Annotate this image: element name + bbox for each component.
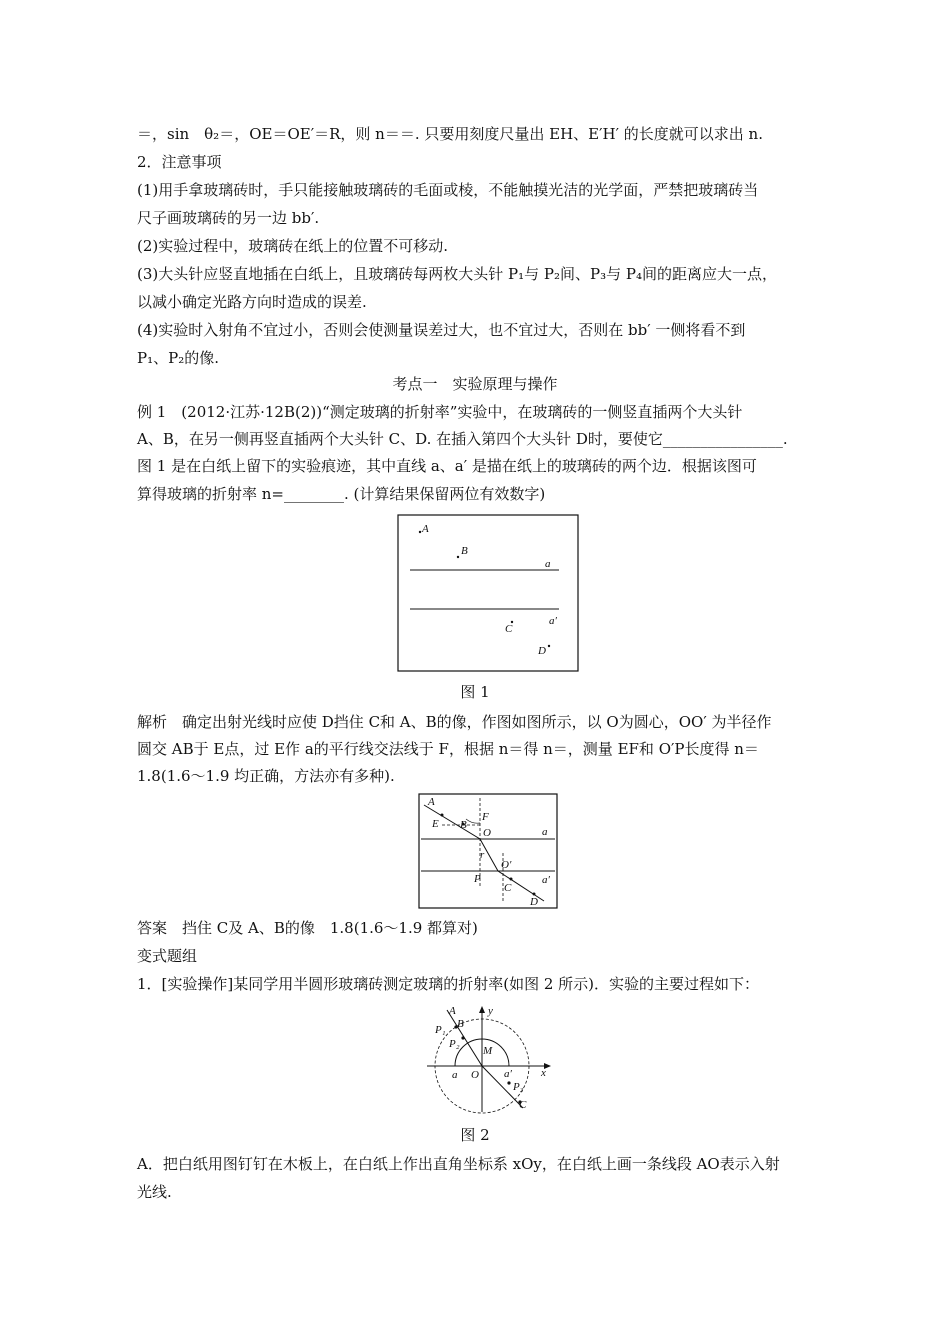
solution-figure (418, 793, 558, 909)
text-line: 以减小确定光路方向时造成的误差. (137, 293, 367, 311)
heading: 考点一 实验原理与操作 (392, 375, 558, 393)
label-O: O (483, 827, 491, 839)
label-a: a (542, 826, 548, 838)
text-line: ＝，sin θ₂＝，OE＝OE′＝R，则 n＝＝. 只要用刻度尺量出 EH、E′H′ 的长度就可以求出 n. (137, 125, 763, 143)
text-line: 光线. (137, 1183, 172, 1201)
solution-line: 解析 确定出射光线时应使 D挡住 C和 A、B的像，作图如图所示，以 O为圆心，OO′ 为半径作 (137, 713, 772, 731)
example-line: 例 1 (2012·江苏·12B(2))“测定玻璃的折射率”实验中，在玻璃砖的一侧竖直插两个大头针 (137, 403, 743, 421)
label-A: A (449, 1005, 456, 1017)
solution-line: 1.8(1.6～1.9 均正确，方法亦有多种). (137, 767, 395, 785)
example-line: A、B，在另一侧再竖直插两个大头针 C、D. 在插入第四个大头针 D时，要使它________________. (137, 430, 788, 448)
label-O: O (471, 1069, 479, 1081)
label-r: r (480, 849, 485, 861)
label-B: B (461, 545, 468, 557)
text-line: 尺子画玻璃砖的另一边 bb′. (137, 209, 320, 227)
label-a-prime: a′ (542, 874, 550, 886)
label-P2: P₂ (449, 1038, 460, 1050)
label-B: B (460, 819, 467, 831)
label-P1: P₁ (435, 1024, 446, 1036)
text-line: (1)用手拿玻璃砖时，手只能接触玻璃砖的毛面或棱，不能触摸光洁的光学面，严禁把玻璃砖当 (137, 181, 759, 199)
question-line: 1．[实验操作]某同学用半圆形玻璃砖测定玻璃的折射率(如图 2 所示)．实验的主要过程如下： (137, 975, 760, 993)
label-O-prime: O′ (501, 859, 512, 871)
label-M: M (483, 1045, 493, 1057)
label-D: D (538, 645, 546, 657)
label-P: P (474, 873, 481, 885)
label-P3: P₃ (513, 1081, 524, 1093)
example-line: 图 1 是在白纸上留下的实验痕迹，其中直线 a、a′ 是描在纸上的玻璃砖的两个边．根据该图可 (137, 457, 757, 475)
label-C: C (505, 623, 513, 635)
label-a-prime: a′ (504, 1068, 512, 1080)
label-F: F (482, 811, 489, 823)
section-title: 变式题组 (137, 947, 198, 965)
label-D: D (530, 896, 538, 908)
figure-1-caption: 图 1 (460, 683, 490, 701)
label-x: x (541, 1067, 546, 1079)
label-C: C (519, 1099, 527, 1111)
label-A: A (422, 523, 429, 535)
figure-2 (425, 1004, 555, 1116)
example-line: 算得玻璃的折射率 n=________. (计算结果保留两位有效数字) (137, 485, 546, 503)
label-A: A (428, 796, 435, 808)
label-a: a (545, 558, 551, 570)
text-line: P₁、P₂的像. (137, 349, 219, 367)
section-title: 2．注意事项 (137, 153, 222, 171)
text-line: A．把白纸用图钉钉在木板上，在白纸上作出直角坐标系 xOy，在白纸上画一条线段 AO表示入射 (137, 1155, 780, 1173)
label-y: y (488, 1005, 493, 1017)
label-C: C (504, 882, 512, 894)
figure-1 (397, 514, 579, 672)
label-E: E (432, 818, 439, 830)
label-B: B (457, 1018, 464, 1030)
text-line: (4)实验时入射角不宜过小，否则会使测量误差过大，也不宜过大，否则在 bb′ 一侧将看不到 (137, 321, 746, 339)
figure-2-caption: 图 2 (460, 1126, 490, 1144)
text-line: (2)实验过程中，玻璃砖在纸上的位置不可移动. (137, 237, 449, 255)
text-line: (3)大头针应竖直地插在白纸上，且玻璃砖每两枚大头针 P₁与 P₂间、P₃与 P₄间的距离应大一点， (137, 265, 777, 283)
answer-line: 答案 挡住 C及 A、B的像 1.8(1.6～1.9 都算对) (137, 919, 478, 937)
label-a: a (452, 1069, 458, 1081)
solution-line: 圆交 AB于 E点，过 E作 a的平行线交法线于 F，根据 n＝得 n＝，测量 EF和 O′P长度得 n＝ (137, 740, 759, 758)
label-a-prime: a′ (549, 615, 557, 627)
